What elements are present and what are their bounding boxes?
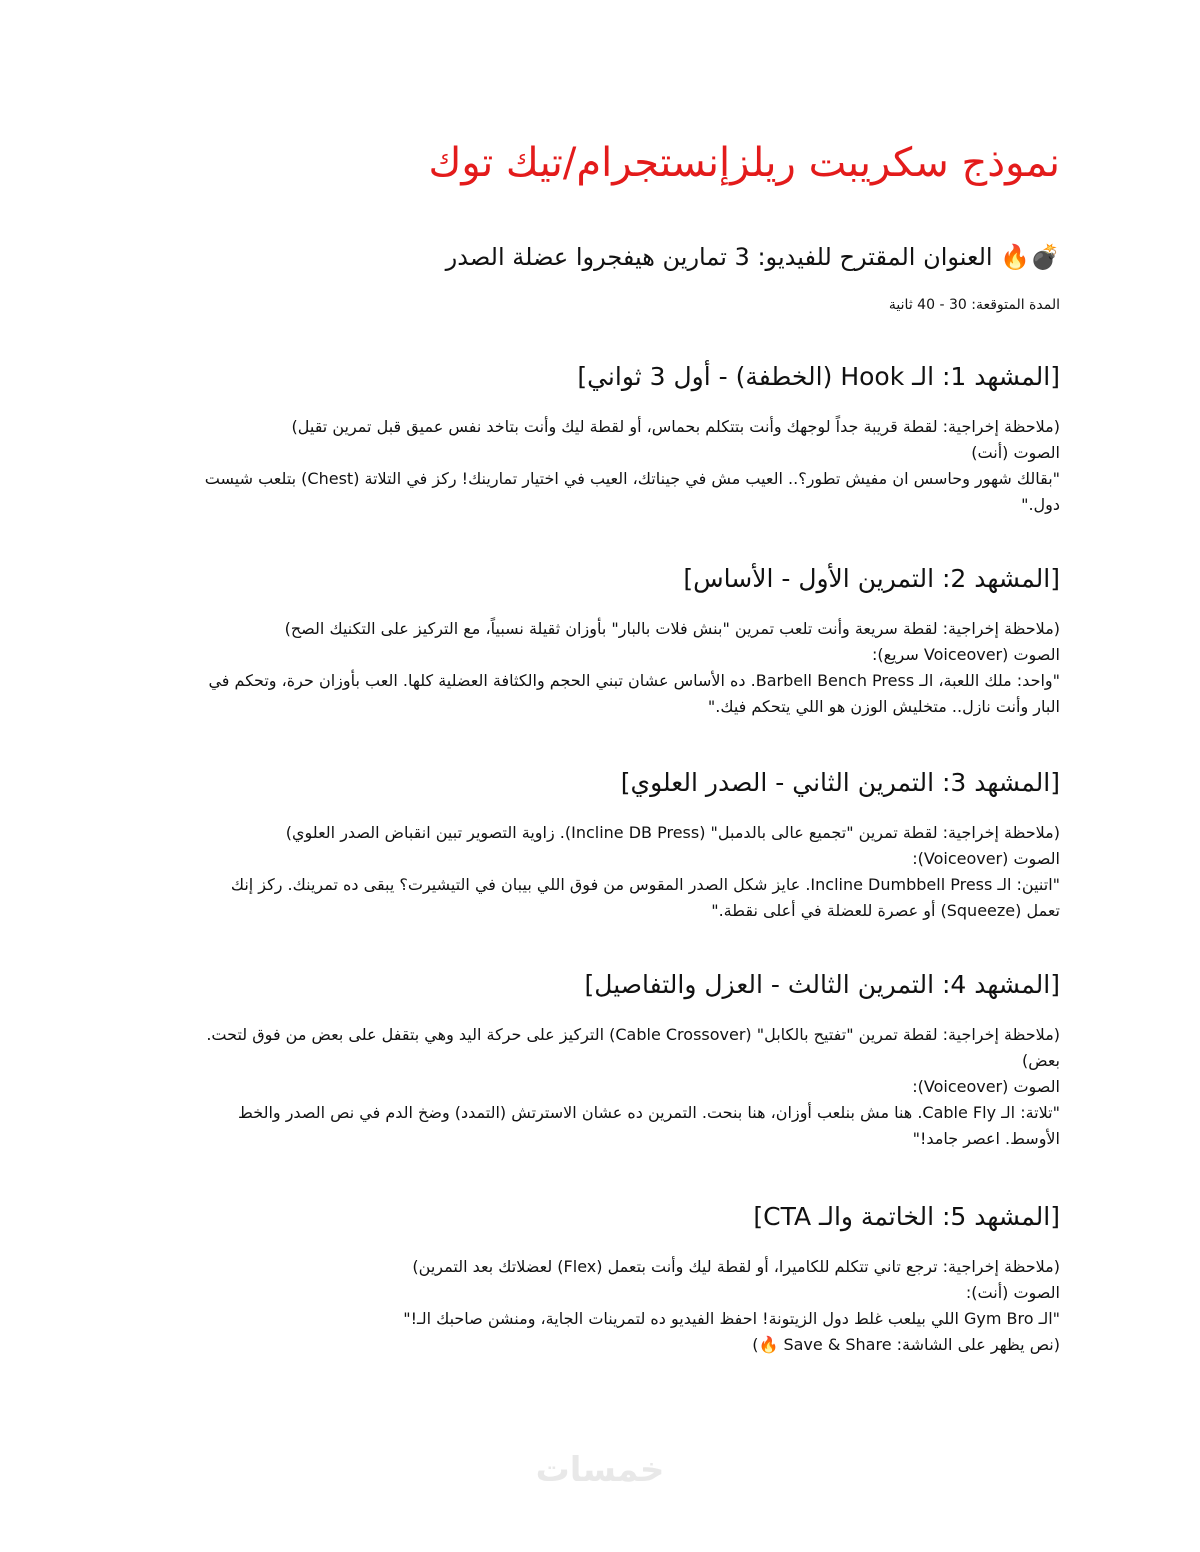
scene-line: (نص يظهر على الشاشة: Save & Share 🔥)	[752, 1335, 1060, 1354]
document-page	[140, 0, 1060, 1552]
scene-line: الصوت (أنت):	[965, 1283, 1060, 1302]
expected-duration: المدة المتوقعة: 30 - 40 ثانية	[888, 297, 1060, 313]
scene-3	[160, 766, 1060, 924]
scene-line: "اتنين: الـ Incline Dumbbell Press. عايز شكل الصدر المقوس من فوق اللي بيبان في التيشيرت؟ يبقى ده تمرينك. ركز إنك	[230, 875, 1060, 894]
scene-line: "واحد: ملك اللعبة، الـ Barbell Bench Press. ده الأساس عشان تبني الحجم والكثافة العضلية كلها. العب بأوزان حرة، وتحكم في	[208, 671, 1060, 690]
scene-line: تعمل (Squeeze) أو عصرة للعضلة في أعلى نقطة."	[711, 901, 1060, 920]
scene-heading: [المشهد 3: التمرين الثاني - الصدر العلوي]	[620, 768, 1060, 797]
suggested-title	[446, 243, 1060, 271]
scene-line: الصوت (أنت)	[971, 443, 1060, 462]
scene-line: "تلاتة: الـ Cable Fly. هنا مش بنلعب أوزان، هنا بنحت. التمرين ده عشان الاسترتش (التمدد) وضخ الدم في نص الصدر والخط	[238, 1103, 1060, 1122]
scene-heading: [المشهد 5: الخاتمة والـ CTA]	[753, 1202, 1060, 1231]
scene-line: الأوسط. اعصر جامد!"	[912, 1129, 1060, 1148]
scene-line: البار وأنت نازل.. متخليش الوزن هو اللي يتحكم فيك."	[707, 697, 1060, 716]
document-title: نموذج سكريبت ريلزإنستجرام/تيك توك	[428, 140, 1060, 186]
scene-5	[160, 1200, 1060, 1358]
scene-heading: [المشهد 2: التمرين الأول - الأساس]	[683, 564, 1060, 593]
scene-line: "الـ Gym Bro اللي بيلعب غلط دول الزيتونة! احفظ الفيديو ده لتمرينات الجاية، ومنشن صاحبك الـ!"	[403, 1309, 1060, 1328]
scene-line: الصوت (Voiceover سريع):	[871, 645, 1060, 664]
scene-1	[160, 360, 1060, 518]
scene-line: (ملاحظة إخراجية: ترجع تاني تتكلم للكاميرا، أو لقطة ليك وأنت بتعمل (Flex) لعضلاتك بعد التمرين)	[412, 1257, 1060, 1276]
scene-line: الصوت (Voiceover):	[912, 849, 1060, 868]
scene-2	[160, 562, 1060, 720]
scene-line: (ملاحظة إخراجية: لقطة تمرين "تجميع عالى بالدمبل" (Incline DB Press). زاوية التصوير تبين انقباض الصدر العلوي)	[285, 823, 1060, 842]
bomb-fire-icon: 💣🔥	[1000, 243, 1060, 271]
scene-4	[160, 968, 1060, 1152]
scene-line: (ملاحظة إخراجية: لقطة سريعة وأنت تلعب تمرين "بنش فلات بالبار" بأوزان ثقيلة نسبياً، مع التركيز على التكنيك الصح)	[284, 619, 1060, 638]
scene-line: بعض)	[1021, 1051, 1060, 1070]
scene-line: (ملاحظة إخراجية: لقطة قريبة جداً لوجهك وأنت بتتكلم بحماس، أو لقطة ليك وأنت بتاخد نفس عميق قبل تمرين تقيل)	[291, 417, 1060, 436]
scene-line: "بقالك شهور وحاسس ان مفيش تطور؟.. العيب مش في جيناتك، العيب في اختيار تمارينك! ركز في التلاتة (Chest) بتلعب شيست	[204, 469, 1060, 488]
scene-line: دول."	[1021, 495, 1060, 514]
scene-line: الصوت (Voiceover):	[912, 1077, 1060, 1096]
scene-line: (ملاحظة إخراجية: لقطة تمرين "تفتيح بالكابل" (Cable Crossover) التركيز على حركة اليد وهي بتقفل على بعض من فوق لتحت.	[206, 1025, 1060, 1044]
khamsat-logo: خمسات	[535, 1450, 665, 1490]
scene-heading: [المشهد 4: التمرين الثالث - العزل والتفاصيل]	[584, 970, 1060, 999]
suggested-title-text: العنوان المقترح للفيديو: 3 تمارين هيفجروا عضلة الصدر	[445, 243, 993, 271]
scene-heading: [المشهد 1: الـ Hook (الخطفة) - أول 3 ثواني]	[577, 362, 1060, 391]
